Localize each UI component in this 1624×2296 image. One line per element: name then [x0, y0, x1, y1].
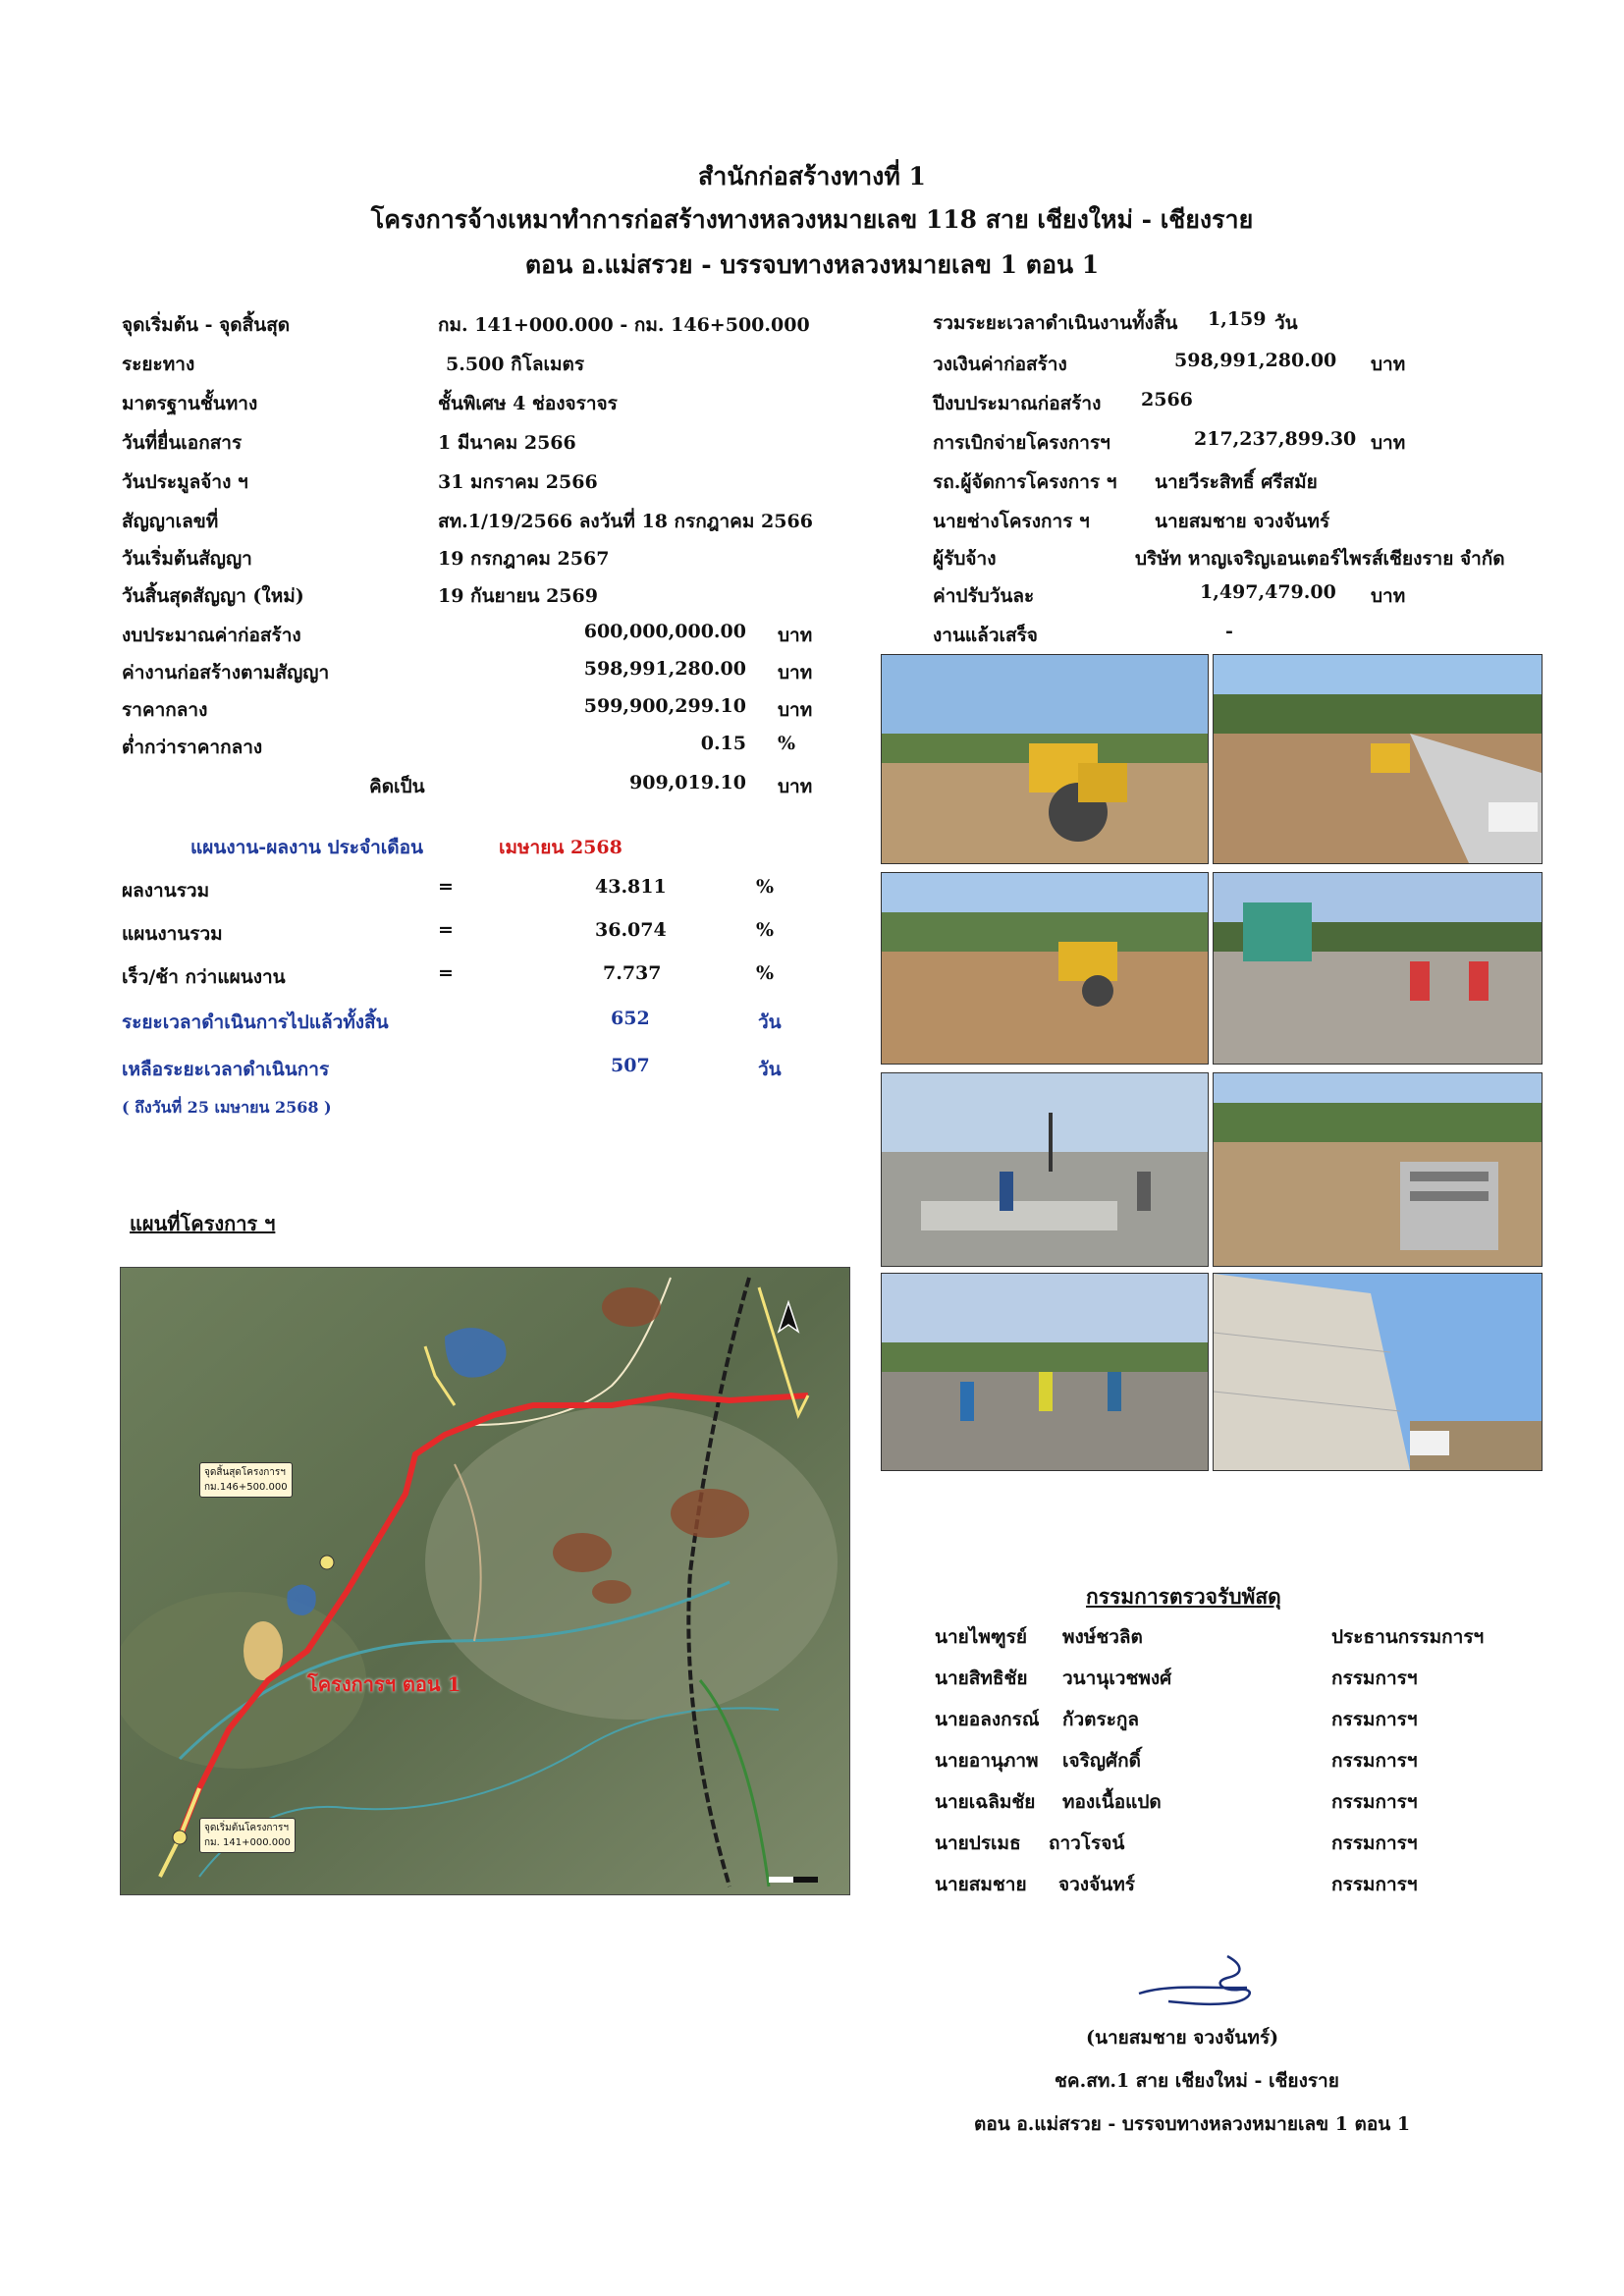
progress-row-unit: %: [756, 876, 775, 898]
member-role: กรรมการฯ: [1331, 1874, 1418, 1895]
info-value: 1 มีนาคม 2566: [438, 432, 576, 454]
committee-title: กรรมการตรวจรับพัสดุ: [1086, 1584, 1281, 1609]
right-label: การเบิกจ่ายโครงการฯ: [933, 432, 1110, 454]
member-first: นายปรเมธ: [935, 1832, 1021, 1854]
money-unit: %: [778, 733, 796, 754]
right-label: ผู้รับจ้าง: [933, 548, 997, 570]
member-last: วนานุเวชพงศ์: [1062, 1667, 1172, 1689]
right-value: -: [1225, 621, 1233, 642]
map-end-text-1: จุดสิ้นสุดโครงการฯ: [204, 1467, 286, 1478]
elapsed-label: ระยะเวลาดำเนินการไปแล้วทั้งสิ้น: [122, 1011, 389, 1033]
right-label: ปีงบประมาณก่อสร้าง: [933, 393, 1102, 414]
elapsed-value: 652: [611, 1008, 650, 1029]
info-label: มาตรฐานชั้นทาง: [122, 393, 258, 414]
right-value: 217,237,899.30: [1194, 428, 1357, 450]
right-value: บริษัท หาญเจริญเอนเตอร์ไพรส์เชียงราย จำกัด: [1135, 548, 1505, 570]
member-last: กัวตระกูล: [1062, 1709, 1140, 1730]
info-value: สท.1/19/2566 ลงวันที่ 18 กรกฎาคม 2566: [438, 511, 813, 532]
map-end-text-2: กม.146+500.000: [204, 1482, 288, 1493]
photo-retaining-wall: [1213, 1273, 1543, 1471]
right-unit: วัน: [1274, 312, 1298, 334]
money-unit: บาท: [778, 699, 813, 721]
right-label: รถ.ผู้จัดการโครงการ ฯ: [933, 471, 1117, 493]
progress-month: เมษายน 2568: [499, 837, 623, 858]
member-first: นายสมชาย: [935, 1874, 1027, 1895]
right-unit: บาท: [1371, 354, 1406, 375]
progress-row-eq: =: [438, 962, 454, 984]
right-value: นายวีระสิทธิ์ ศรีสมัย: [1155, 471, 1318, 493]
map-graphic: [121, 1268, 849, 1894]
info-label: วันที่ยื่นเอกสาร: [122, 432, 243, 454]
info-label: วันประมูลจ้าง ฯ: [122, 471, 248, 493]
member-first: นายอานุภาพ: [935, 1750, 1039, 1772]
remaining-unit: วัน: [758, 1059, 782, 1080]
info-value: กม. 141+000.000 - กม. 146+500.000: [438, 314, 810, 336]
money-value: 909,019.10: [629, 772, 746, 793]
member-role: กรรมการฯ: [1331, 1791, 1418, 1813]
member-last: จวงจันทร์: [1058, 1874, 1135, 1895]
right-value: 1,159: [1208, 308, 1267, 330]
right-label: ค่าปรับวันละ: [933, 585, 1035, 607]
progress-row-eq: =: [438, 876, 454, 898]
member-first: นายไพฑูรย์: [935, 1626, 1027, 1648]
header-line-3: ตอน อ.แม่สรวย - บรรจบทางหลวงหมายเลข 1 ตอน 1: [524, 250, 1100, 279]
info-label: ระยะทาง: [122, 354, 195, 375]
photo-road-roller: [881, 654, 1209, 864]
header-line-1: สำนักก่อสร้างทางที่ 1: [698, 162, 926, 191]
photo-concrete-mixer: [1213, 872, 1543, 1065]
map-end-label: [199, 1462, 293, 1498]
member-role: กรรมการฯ: [1331, 1832, 1418, 1854]
money-label: คิดเป็น: [369, 776, 425, 797]
elapsed-unit: วัน: [758, 1011, 782, 1033]
info-value: 31 มกราคม 2566: [438, 471, 598, 493]
remaining-value: 507: [611, 1055, 650, 1076]
right-label: นายช่างโครงการ ฯ: [933, 511, 1090, 532]
member-role: ประธานกรรมการฯ: [1331, 1626, 1485, 1648]
signature-scribble: [1129, 1944, 1286, 2013]
member-first: นายอลงกรณ์: [935, 1709, 1040, 1730]
right-value: 1,497,479.00: [1200, 581, 1336, 603]
right-unit: บาท: [1371, 432, 1406, 454]
progress-row-label: ผลงานรวม: [122, 880, 210, 902]
member-role: กรรมการฯ: [1331, 1709, 1418, 1730]
money-unit: บาท: [778, 625, 813, 646]
map-project-label: โครงการฯ ตอน 1: [307, 1672, 461, 1696]
money-value: 0.15: [700, 733, 746, 754]
map-start-text-2: กม. 141+000.000: [204, 1837, 291, 1848]
right-label: รวมระยะเวลาดำเนินงานทั้งสิ้น: [933, 312, 1178, 334]
project-map: [120, 1267, 850, 1895]
info-value: 19 กรกฎาคม 2567: [438, 548, 610, 570]
signer-name: (นายสมชาย จวงจันทร์): [1086, 2027, 1279, 2049]
progress-row-label: เร็ว/ช้า กว่าแผนงาน: [122, 966, 286, 988]
photo-drainage-structure: [1213, 1072, 1543, 1267]
progress-row-unit: %: [756, 919, 775, 941]
progress-row-value: 7.737: [603, 962, 662, 984]
money-label: ค่างานก่อสร้างตามสัญญา: [122, 662, 330, 683]
money-value: 600,000,000.00: [583, 621, 746, 642]
info-value: ชั้นพิเศษ 4 ช่องจราจร: [438, 393, 618, 414]
right-label: วงเงินค่าก่อสร้าง: [933, 354, 1067, 375]
signer-position: ชค.สท.1 สาย เชียงใหม่ - เชียงราย: [1055, 2070, 1339, 2092]
info-value: 19 กันยายน 2569: [438, 585, 598, 607]
progress-heading: แผนงาน-ผลงาน ประจำเดือน: [190, 837, 424, 858]
member-role: กรรมการฯ: [1331, 1667, 1418, 1689]
progress-row-eq: =: [438, 919, 454, 941]
info-value: 5.500 กิโลเมตร: [446, 354, 585, 375]
member-first: นายเฉลิมชัย: [935, 1791, 1036, 1813]
progress-row-value: 36.074: [595, 919, 667, 941]
signer-section: ตอน อ.แม่สรวย - บรรจบทางหลวงหมายเลข 1 ตอน 1: [974, 2113, 1411, 2135]
photo-grader-field: [881, 872, 1209, 1065]
photo-concrete-workers: [881, 1072, 1209, 1267]
money-label: งบประมาณค่าก่อสร้าง: [122, 625, 301, 646]
remaining-label: เหลือระยะเวลาดำเนินการ: [122, 1059, 330, 1080]
member-role: กรรมการฯ: [1331, 1750, 1418, 1772]
right-value: 598,991,280.00: [1174, 350, 1337, 371]
info-label: วันสิ้นสุดสัญญา (ใหม่): [122, 585, 304, 607]
map-title: แผนที่โครงการ ฯ: [130, 1212, 276, 1235]
as-of-date: ( ถึงวันที่ 25 เมษายน 2568 ): [122, 1098, 332, 1117]
member-last: เจริญศักดิ์: [1062, 1750, 1141, 1772]
money-label: ต่ำกว่าราคากลาง: [122, 737, 263, 758]
header-line-2: โครงการจ้างเหมาทำการก่อสร้างทางหลวงหมายเลข 118 สาย เชียงใหม่ - เชียงราย: [370, 205, 1254, 234]
right-value: 2566: [1141, 389, 1193, 410]
info-label: วันเริ่มต้นสัญญา: [122, 548, 252, 570]
map-start-label: [199, 1818, 296, 1853]
money-value: 598,991,280.00: [583, 658, 746, 680]
info-label: สัญญาเลขที่: [122, 511, 219, 532]
member-first: นายสิทธิชัย: [935, 1667, 1028, 1689]
photo-workers-raking: [881, 1273, 1209, 1471]
progress-row-label: แผนงานรวม: [122, 923, 223, 945]
right-value: นายสมชาย จวงจันทร์: [1155, 511, 1330, 532]
member-last: ทองเนื้อแปด: [1062, 1791, 1162, 1813]
money-unit: บาท: [778, 662, 813, 683]
progress-row-value: 43.811: [595, 876, 667, 898]
progress-row-unit: %: [756, 962, 775, 984]
info-label: จุดเริ่มต้น - จุดสิ้นสุด: [122, 314, 291, 336]
map-start-text-1: จุดเริ่มต้นโครงการฯ: [204, 1823, 290, 1833]
member-last: ถาวโรจน์: [1049, 1832, 1125, 1854]
money-unit: บาท: [778, 776, 813, 797]
money-value: 599,900,299.10: [583, 695, 746, 717]
right-unit: บาท: [1371, 585, 1406, 607]
member-last: พงษ์ชวลิต: [1062, 1626, 1143, 1648]
money-label: ราคากลาง: [122, 699, 208, 721]
right-label: งานแล้วเสร็จ: [933, 625, 1038, 646]
photo-grader-road: [1213, 654, 1543, 864]
